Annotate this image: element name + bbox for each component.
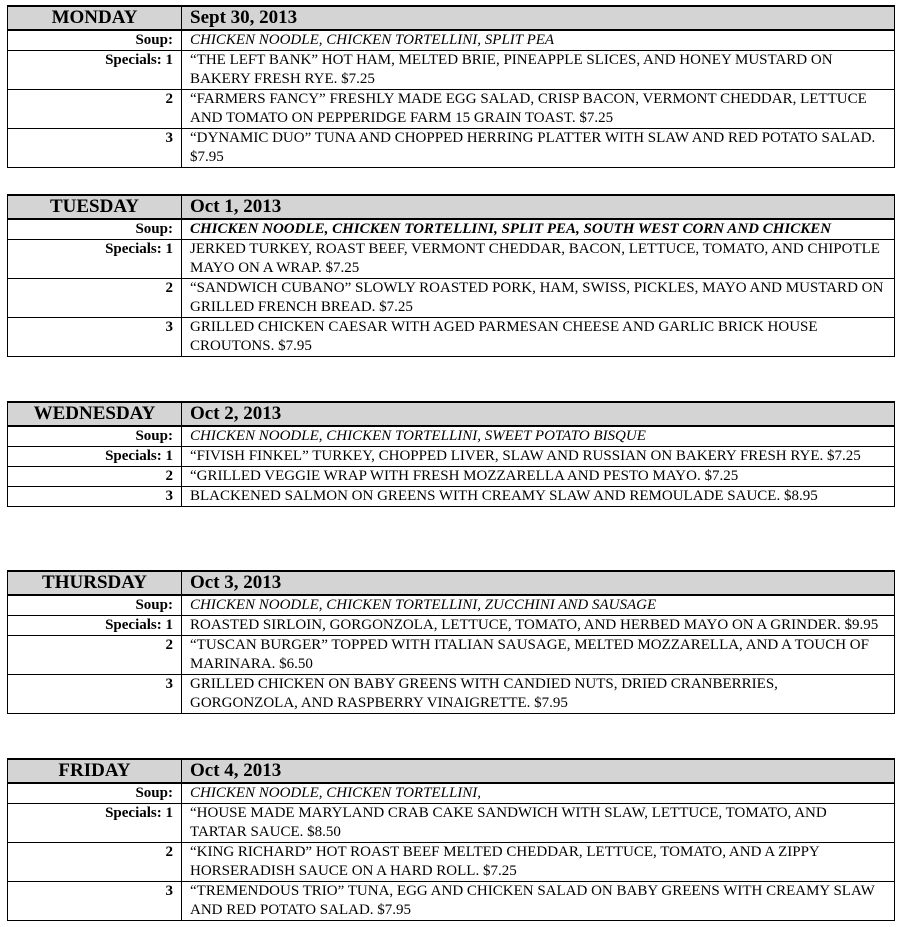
special-row [8, 804, 895, 843]
day-header [8, 402, 895, 426]
special-row [8, 636, 895, 675]
special-number: Specials: 1 [8, 616, 182, 636]
special-description: “THE LEFT BANK” HOT HAM, MELTED BRIE, PINEAPPLE SLICES, AND HONEY MUSTARD ON BAKERY FRESH RYE. $7.25 [182, 51, 895, 90]
soup-list: CHICKEN NOODLE, CHICKEN TORTELLINI, SPLIT PEA, SOUTH WEST CORN AND CHICKEN [182, 219, 895, 240]
soup-list: CHICKEN NOODLE, CHICKEN TORTELLINI, SPLIT PEA [182, 30, 895, 51]
special-description: GRILLED CHICKEN CAESAR WITH AGED PARMESAN CHEESE AND GARLIC BRICK HOUSE CROUTONS. $7.95 [182, 318, 895, 357]
special-number: 2 [8, 467, 182, 487]
day-name: WEDNESDAY [8, 402, 182, 426]
special-description: GRILLED CHICKEN ON BABY GREENS WITH CANDIED NUTS, DRIED CRANBERRIES, GORGONZOLA, AND RASPBERRY VINAIGRETTE. $7.95 [182, 675, 895, 714]
special-row [8, 447, 895, 467]
day-date: Sept 30, 2013 [182, 6, 895, 30]
special-number: 2 [8, 843, 182, 882]
soup-row [8, 219, 895, 240]
day-table-thursday [7, 570, 895, 714]
special-row [8, 279, 895, 318]
special-description: “SANDWICH CUBANO” SLOWLY ROASTED PORK, HAM, SWISS, PICKLES, MAYO AND MUSTARD ON GRILLED FRENCH BREAD. $7.25 [182, 279, 895, 318]
special-number: 3 [8, 882, 182, 921]
special-number: Specials: 1 [8, 51, 182, 90]
day-table-tuesday [7, 194, 895, 357]
special-description: “TREMENDOUS TRIO” TUNA, EGG AND CHICKEN SALAD ON BABY GREENS WITH CREAMY SLAW AND RED POTATO SALAD. $7.95 [182, 882, 895, 921]
day-name: THURSDAY [8, 571, 182, 595]
day-date: Oct 2, 2013 [182, 402, 895, 426]
day-table-wednesday [7, 401, 895, 507]
special-row [8, 616, 895, 636]
special-description: ROASTED SIRLOIN, GORGONZOLA, LETTUCE, TOMATO, AND HERBED MAYO ON A GRINDER. $9.95 [182, 616, 895, 636]
special-number: Specials: 1 [8, 804, 182, 843]
day-date: Oct 1, 2013 [182, 195, 895, 219]
day-name: FRIDAY [8, 759, 182, 783]
special-description: BLACKENED SALMON ON GREENS WITH CREAMY SLAW AND REMOULADE SAUCE. $8.95 [182, 487, 895, 507]
soup-label: Soup: [8, 219, 182, 240]
special-row [8, 318, 895, 357]
special-row [8, 90, 895, 129]
soup-label: Soup: [8, 595, 182, 616]
day-header [8, 571, 895, 595]
soup-list: CHICKEN NOODLE, CHICKEN TORTELLINI, [182, 783, 895, 804]
day-table-monday [7, 5, 895, 168]
soup-label: Soup: [8, 30, 182, 51]
special-number: 3 [8, 487, 182, 507]
day-date: Oct 4, 2013 [182, 759, 895, 783]
special-description: JERKED TURKEY, ROAST BEEF, VERMONT CHEDDAR, BACON, LETTUCE, TOMATO, AND CHIPOTLE MAYO ON A WRAP. $7.25 [182, 240, 895, 279]
special-row [8, 843, 895, 882]
special-description: “TUSCAN BURGER” TOPPED WITH ITALIAN SAUSAGE, MELTED MOZZARELLA, AND A TOUCH OF MARINARA. $6.50 [182, 636, 895, 675]
special-description: “HOUSE MADE MARYLAND CRAB CAKE SANDWICH WITH SLAW, LETTUCE, TOMATO, AND TARTAR SAUCE. $8.50 [182, 804, 895, 843]
special-row [8, 51, 895, 90]
special-row [8, 467, 895, 487]
soup-list: CHICKEN NOODLE, CHICKEN TORTELLINI, ZUCCHINI AND SAUSAGE [182, 595, 895, 616]
special-row [8, 487, 895, 507]
special-number: 3 [8, 318, 182, 357]
special-row [8, 240, 895, 279]
soup-row [8, 426, 895, 447]
day-header [8, 195, 895, 219]
special-description: “FARMERS FANCY” FRESHLY MADE EGG SALAD, CRISP BACON, VERMONT CHEDDAR, LETTUCE AND TOMATO ON PEPPERIDGE FARM 15 GRAIN TOAST. $7.25 [182, 90, 895, 129]
special-description: “FIVISH FINKEL” TURKEY, CHOPPED LIVER, SLAW AND RUSSIAN ON BAKERY FRESH RYE. $7.25 [182, 447, 895, 467]
special-description: “DYNAMIC DUO” TUNA AND CHOPPED HERRING PLATTER WITH SLAW AND RED POTATO SALAD. $7.95 [182, 129, 895, 168]
soup-label: Soup: [8, 426, 182, 447]
soup-row [8, 595, 895, 616]
special-number: Specials: 1 [8, 240, 182, 279]
special-description: “GRILLED VEGGIE WRAP WITH FRESH MOZZARELLA AND PESTO MAYO. $7.25 [182, 467, 895, 487]
soup-row [8, 30, 895, 51]
special-description: “KING RICHARD” HOT ROAST BEEF MELTED CHEDDAR, LETTUCE, TOMATO, AND A ZIPPY HORSERADISH SAUCE ON A HARD ROLL. $7.25 [182, 843, 895, 882]
special-row [8, 675, 895, 714]
day-date: Oct 3, 2013 [182, 571, 895, 595]
special-number: Specials: 1 [8, 447, 182, 467]
soup-label: Soup: [8, 783, 182, 804]
special-row [8, 129, 895, 168]
day-name: TUESDAY [8, 195, 182, 219]
soup-row [8, 783, 895, 804]
day-name: MONDAY [8, 6, 182, 30]
day-table-friday [7, 758, 895, 921]
special-number: 2 [8, 636, 182, 675]
special-number: 2 [8, 90, 182, 129]
special-number: 2 [8, 279, 182, 318]
special-row [8, 882, 895, 921]
special-number: 3 [8, 129, 182, 168]
special-number: 3 [8, 675, 182, 714]
day-header [8, 6, 895, 30]
soup-list: CHICKEN NOODLE, CHICKEN TORTELLINI, SWEET POTATO BISQUE [182, 426, 895, 447]
day-header [8, 759, 895, 783]
